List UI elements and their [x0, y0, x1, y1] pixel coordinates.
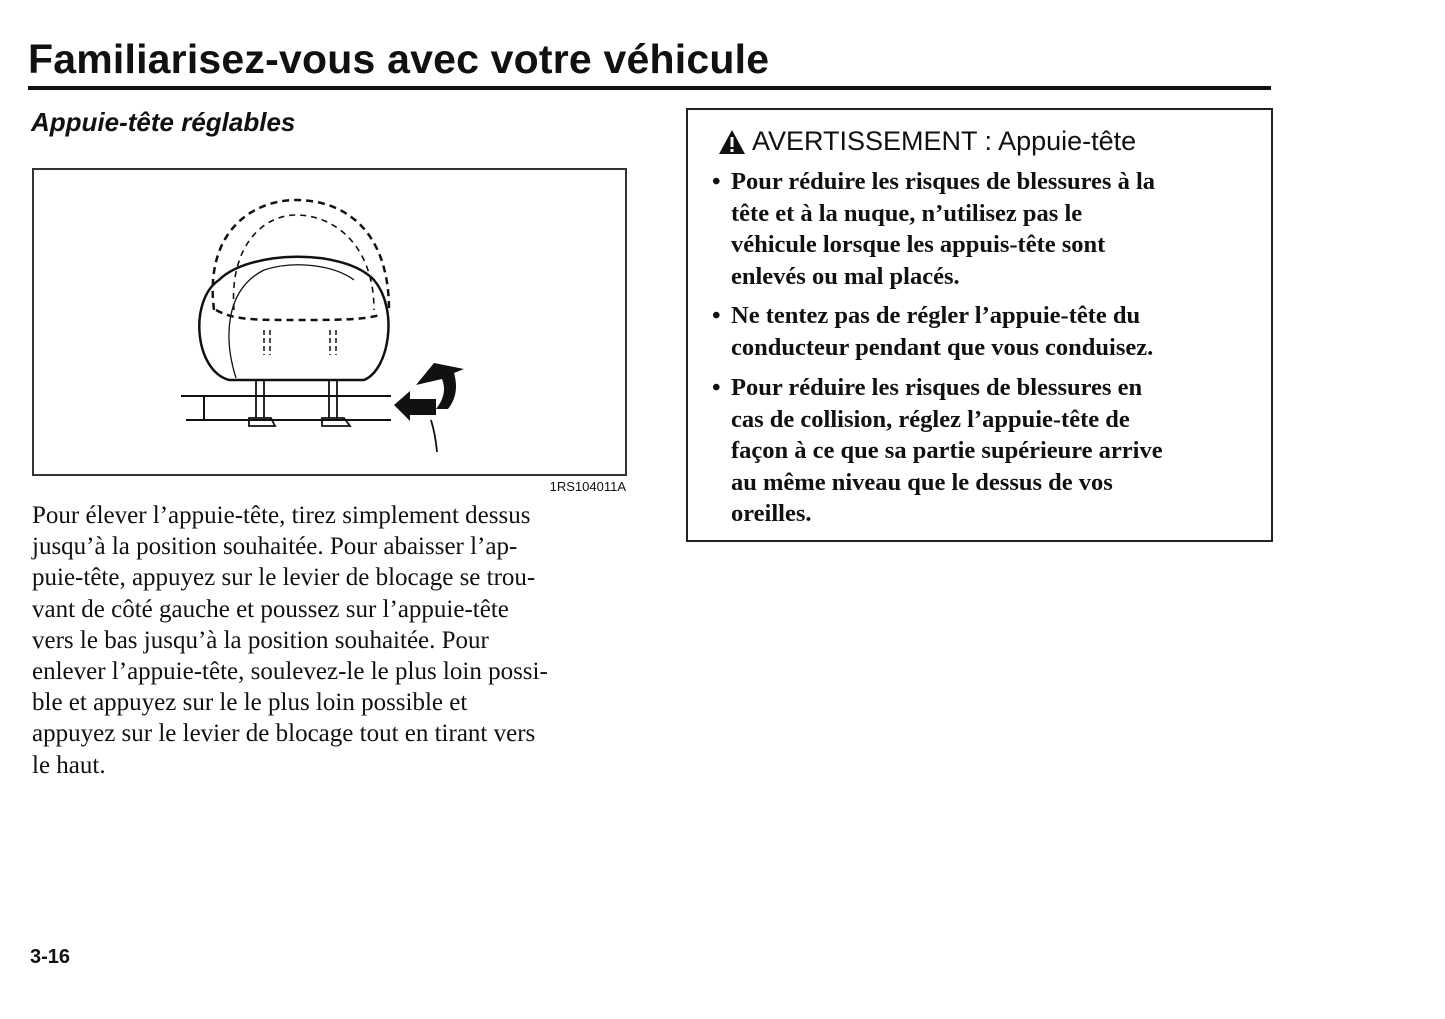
body-line: jusqu’à la position souhaitée. Pour abaisser l’ap- [32, 533, 518, 561]
bullet-line: Pour réduire les risques de blessures en [731, 374, 1143, 401]
warning-box [686, 108, 1273, 542]
bullet-icon: • [712, 168, 721, 195]
body-line: le haut. [32, 751, 106, 779]
bullet-line: cas de collision, réglez l’appuie-tête de [731, 405, 1130, 433]
body-line: appuyez sur le levier de blocage tout en tirant vers [32, 720, 536, 748]
headrest-figure [32, 168, 627, 476]
warning-heading-text: AVERTISSEMENT : Appuie-tête [752, 126, 1137, 156]
warning-triangle-icon [718, 129, 746, 155]
page-number: 3-16 [30, 946, 71, 968]
bullet-line: tête et à la nuque, n’utilisez pas le [731, 199, 1083, 227]
bullet-line: oreilles. [731, 500, 812, 527]
warning-bullet [712, 166, 1155, 292]
bullet-line: enlevés ou mal placés. [731, 262, 960, 290]
bullet-line: Ne tentez pas de régler l’appuie-tête du [731, 302, 1141, 329]
body-line: puie-tête, appuyez sur le levier de blocage se trou- [32, 564, 536, 592]
body-line: enlever l’appuie-tête, soulevez-le le plus loin possi- [32, 658, 548, 686]
figure-caption: 1RS104011A [549, 479, 626, 494]
body-line: ble et appuyez sur le le plus loin possible et [32, 689, 468, 717]
bullet-line: Pour réduire les risques de blessures à la [731, 168, 1156, 195]
body-line: vers le bas jusqu’à la position souhaitée. Pour [32, 626, 489, 654]
warning-bullet [712, 372, 1163, 530]
body-line: Pour élever l’appuie-tête, tirez simplement dessus [32, 502, 531, 529]
warning-heading [718, 126, 1136, 157]
section-title: Appuie-tête réglables [31, 107, 296, 137]
bullet-icon: • [712, 302, 721, 329]
bullet-icon: • [712, 374, 721, 401]
bullet-line: conducteur pendant que vous conduisez. [731, 333, 1154, 361]
body-line: vant de côté gauche et poussez sur l’appuie-tête [32, 595, 509, 623]
warning-bullet [712, 300, 1153, 363]
page-title: Familiarisez-vous avec votre véhicule [28, 36, 770, 82]
title-rule [28, 86, 1271, 90]
body-paragraph [32, 500, 548, 781]
bullet-line: véhicule lorsque les appuis-tête sont [731, 231, 1106, 258]
bullet-line: façon à ce que sa partie supérieure arrive [731, 437, 1163, 464]
bullet-line: au même niveau que le dessus de vos [731, 468, 1113, 496]
headrest-adjustment-illustration-icon [34, 170, 625, 474]
